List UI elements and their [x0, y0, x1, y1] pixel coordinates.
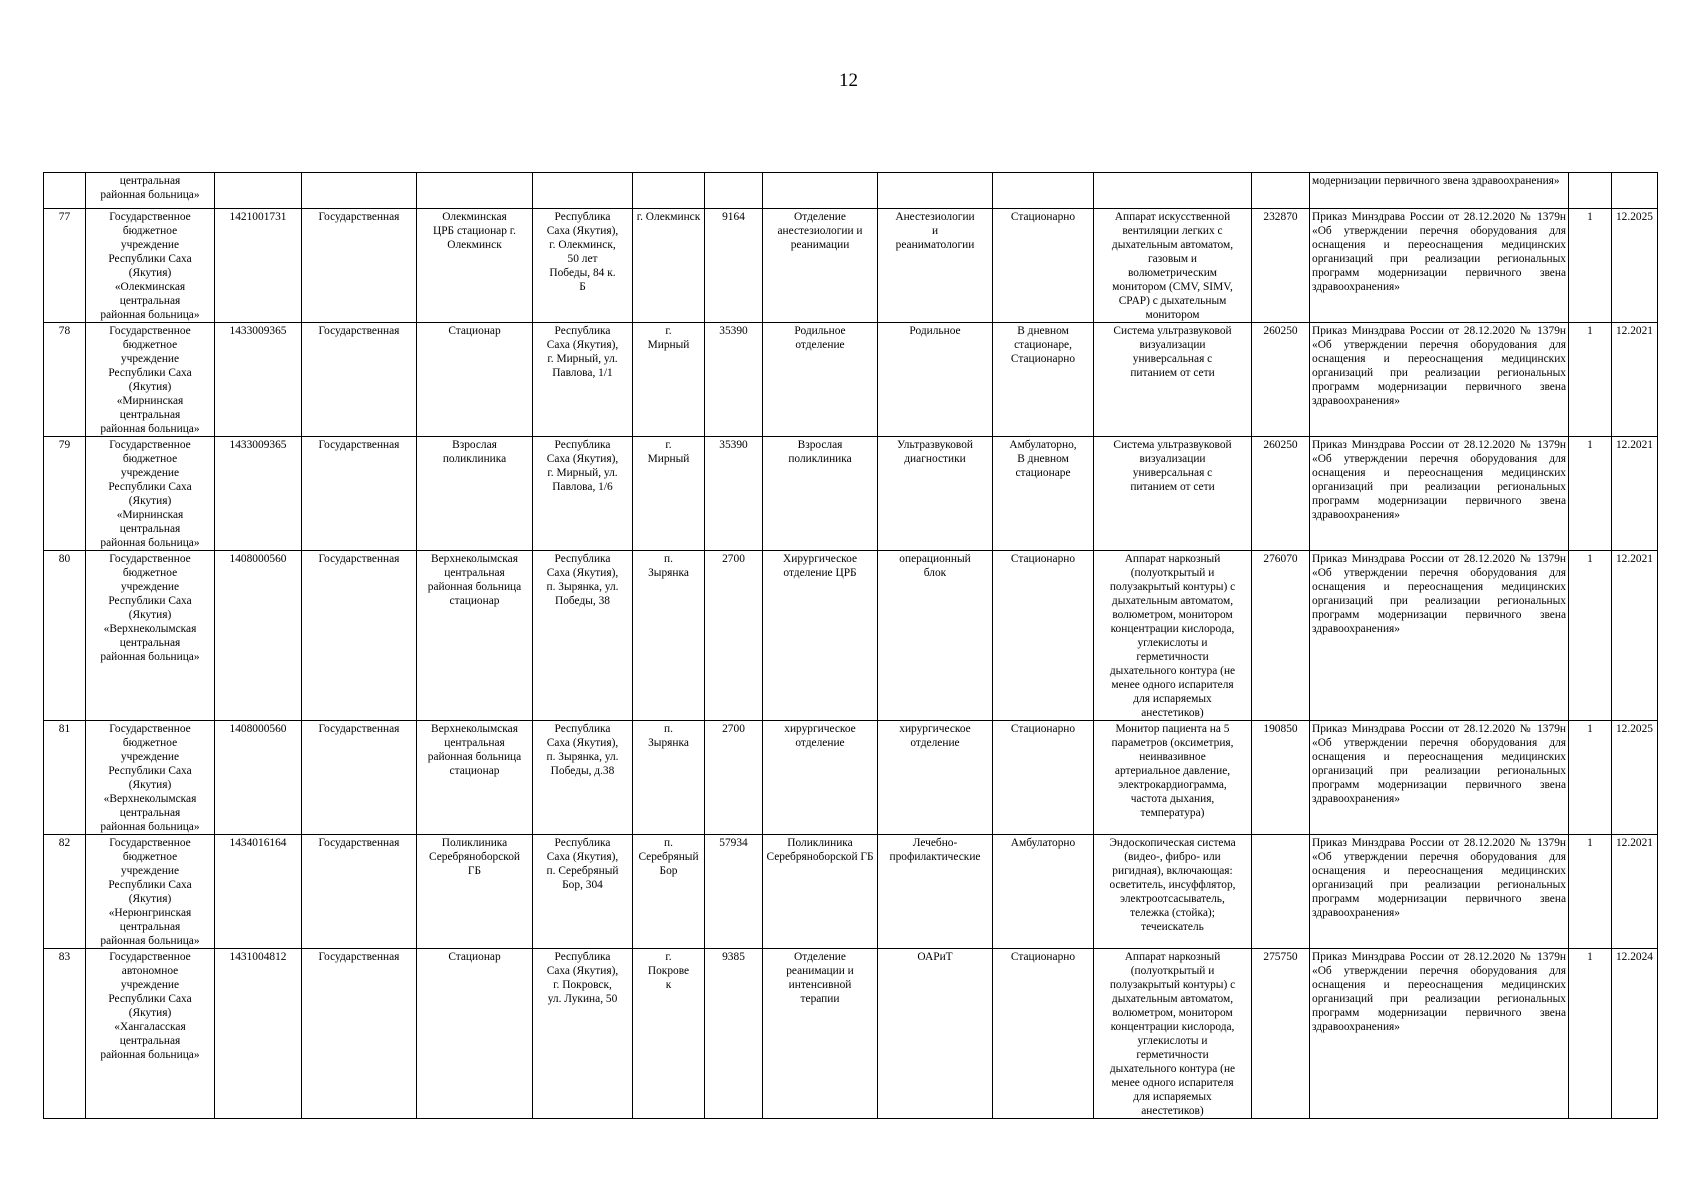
organization-name-text: Государственное бюджетное учреждение Республики Саха (Якутия) «Мирнинская центральная районная больница» [100, 325, 200, 435]
ownership-type-text: Государственная [318, 325, 400, 337]
address [533, 721, 633, 835]
structural-unit [417, 323, 533, 437]
organization-name-text: Государственное автономное учреждение Республики Саха (Якутия) «Хангаласская центральная районная больница» [100, 951, 200, 1061]
department [763, 551, 878, 721]
quantity-text: 1 [1587, 439, 1593, 451]
address [533, 209, 633, 323]
profile [878, 721, 993, 835]
regulatory-order-text: Приказ Минздрава России от 28.12.2020 № 1379н «Об утверждении перечня оборудования для оснащения и переоснащения медицинских организаций при реализации региональных программ модернизации первичного звена здравоохранения» [1312, 439, 1566, 521]
equipment-name [1094, 209, 1252, 323]
quantity-text: 1 [1587, 211, 1593, 223]
organization-name-text: Государственное бюджетное учреждение Республики Саха (Якутия) «Олекминская центральная районная больница» [100, 211, 200, 321]
ownership-type-text: Государственная [318, 723, 400, 735]
locality-text: г. Покрове к [647, 951, 690, 991]
profile-text: Лечебно- профилактические [889, 837, 981, 863]
delivery-date [1612, 949, 1658, 1119]
department [763, 835, 878, 949]
department-text: Отделение анестезиологии и реанимации [777, 211, 863, 251]
quantity [1569, 173, 1612, 209]
row-number [44, 721, 86, 835]
table-row [44, 551, 1658, 721]
equipment-name-text: Система ультразвуковой визуализации универсальная с питанием от сети [1113, 439, 1232, 493]
equipment-name [1094, 949, 1252, 1119]
department-text: Отделение реанимации и интенсивной терапии [786, 951, 854, 1005]
inn-code [215, 209, 302, 323]
care-form-text: Амбулаторно, В дневном стационаре [1009, 439, 1077, 479]
table-row [44, 949, 1658, 1119]
population [705, 721, 763, 835]
regulatory-order-text: Приказ Минздрава России от 28.12.2020 № 1379н «Об утверждении перечня оборудования для оснащения и переоснащения медицинских организаций при реализации региональных программ модернизации первичного звена здравоохранения» [1312, 211, 1566, 293]
structural-unit [417, 173, 533, 209]
equipment-code [1252, 551, 1310, 721]
care-form [993, 173, 1094, 209]
ownership-type-text: Государственная [318, 211, 400, 223]
organization-name-text: Государственное бюджетное учреждение Республики Саха (Якутия) «Нерюнгринская центральная районная больница» [100, 837, 200, 947]
quantity [1569, 551, 1612, 721]
equipment-code-text: 232870 [1263, 211, 1298, 223]
population-text: 9164 [722, 211, 745, 223]
population [705, 437, 763, 551]
delivery-date-text: 12.2025 [1615, 723, 1654, 735]
table-row [44, 209, 1658, 323]
organization-name [86, 835, 215, 949]
department [763, 721, 878, 835]
organization-name-text: центральная районная больница» [100, 175, 200, 201]
ownership-type-text: Государственная [318, 553, 400, 565]
locality [633, 209, 705, 323]
delivery-date-text: 12.2021 [1615, 325, 1654, 337]
structural-unit [417, 949, 533, 1119]
equipment-code [1252, 949, 1310, 1119]
regulatory-order [1310, 437, 1569, 551]
care-form [993, 949, 1094, 1119]
inn-code [215, 949, 302, 1119]
regulatory-order [1310, 323, 1569, 437]
inn-code [215, 835, 302, 949]
locality-text: п. Зырянка [648, 723, 689, 749]
row-number-text: 82 [58, 837, 71, 849]
regulatory-order-text: Приказ Минздрава России от 28.12.2020 № 1379н «Об утверждении перечня оборудования для оснащения и переоснащения медицинских организаций при реализации региональных программ модернизации первичного звена здравоохранения» [1312, 553, 1566, 635]
quantity [1569, 437, 1612, 551]
care-form-text: В дневном стационаре, Стационарно [1010, 325, 1076, 365]
delivery-date [1612, 551, 1658, 721]
profile-text: Анестезиологии и реаниматологии [895, 211, 975, 251]
population-text: 35390 [719, 325, 748, 337]
address [533, 323, 633, 437]
care-form-text: Стационарно [1010, 951, 1076, 963]
row-number [44, 551, 86, 721]
address [533, 437, 633, 551]
care-form [993, 835, 1094, 949]
page-number: 12 [839, 70, 858, 91]
structural-unit-text: Поликлиника Серебряноборской ГБ [428, 837, 521, 877]
equipment-name [1094, 323, 1252, 437]
organization-name [86, 173, 215, 209]
row-number-text: 79 [58, 439, 71, 451]
ownership-type [302, 323, 417, 437]
equipment-code [1252, 209, 1310, 323]
locality [633, 835, 705, 949]
regulatory-order-text: Приказ Минздрава России от 28.12.2020 № 1379н «Об утверждении перечня оборудования для оснащения и переоснащения медицинских организаций при реализации региональных программ модернизации первичного звена здравоохранения» [1312, 951, 1566, 1033]
delivery-date-text: 12.2025 [1615, 211, 1654, 223]
equipment-name-text: Аппарат искусственной вентиляции легких с дыхательным автоматом, газовым и волюметрическим монитором (CMV, SIMV, CPAP) с дыхательным монитором [1111, 211, 1234, 321]
delivery-date [1612, 173, 1658, 209]
structural-unit-text: Верхнеколымская центральная районная больница стационар [427, 553, 522, 607]
structural-unit-text: Взрослая поликлиника [442, 439, 507, 465]
row-number [44, 949, 86, 1119]
inn-code-text: 1433009365 [229, 439, 287, 451]
regulatory-order [1310, 209, 1569, 323]
locality-text: п. Серебряный Бор [638, 837, 699, 877]
care-form-text: Стационарно [1010, 723, 1076, 735]
address [533, 551, 633, 721]
population [705, 835, 763, 949]
regulatory-order-text: модернизации первичного звена здравоохранения» [1312, 175, 1560, 187]
department [763, 209, 878, 323]
regulatory-order-text: Приказ Минздрава России от 28.12.2020 № 1379н «Об утверждении перечня оборудования для оснащения и переоснащения медицинских организаций при реализации региональных программ модернизации первичного звена здравоохранения» [1312, 723, 1566, 805]
address-text: Республика Саха (Якутия), г. Мирный, ул. Павлова, 1/6 [546, 439, 619, 493]
inn-code [215, 437, 302, 551]
delivery-date [1612, 721, 1658, 835]
delivery-date-text: 12.2021 [1615, 837, 1654, 849]
regulatory-order [1310, 949, 1569, 1119]
care-form [993, 209, 1094, 323]
population [705, 551, 763, 721]
equipment-code [1252, 721, 1310, 835]
row-number-text: 78 [58, 325, 71, 337]
ownership-type [302, 949, 417, 1119]
ownership-type [302, 437, 417, 551]
row-number-text: 81 [58, 723, 71, 735]
population [705, 323, 763, 437]
profile [878, 323, 993, 437]
organization-name-text: Государственное бюджетное учреждение Республики Саха (Якутия) «Верхнеколымская центральная районная больница» [100, 553, 200, 663]
equipment-code [1252, 173, 1310, 209]
row-number [44, 437, 86, 551]
table-row [44, 721, 1658, 835]
population [705, 173, 763, 209]
quantity-text: 1 [1587, 951, 1593, 963]
organization-name [86, 209, 215, 323]
row-number [44, 835, 86, 949]
department-text: Поликлиника Серебряноборской ГБ [766, 837, 874, 863]
profile [878, 173, 993, 209]
delivery-date [1612, 835, 1658, 949]
structural-unit-text: Олекминская ЦРБ стационар г. Олекминск [433, 211, 516, 251]
locality [633, 173, 705, 209]
population-text: 2700 [722, 553, 745, 565]
equipment-name [1094, 437, 1252, 551]
quantity [1569, 835, 1612, 949]
ownership-type-text: Государственная [318, 439, 400, 451]
table-row [44, 323, 1658, 437]
locality-text: г. Мирный [647, 439, 690, 465]
population-text: 57934 [719, 837, 748, 849]
delivery-date-text: 12.2021 [1615, 439, 1654, 451]
quantity-text: 1 [1587, 553, 1593, 565]
inn-code-text: 1421001731 [229, 211, 287, 223]
structural-unit-text: Верхнеколымская центральная районная больница стационар [427, 723, 522, 777]
row-number-text: 77 [58, 211, 71, 223]
quantity-text: 1 [1587, 723, 1593, 735]
table-row [44, 835, 1658, 949]
care-form-text: Амбулаторно [1010, 837, 1076, 849]
locality-text: п. Зырянка [648, 553, 689, 579]
locality-text: г. Мирный [647, 325, 690, 351]
inn-code [215, 323, 302, 437]
row-number [44, 173, 86, 209]
ownership-type-text: Государственная [318, 951, 400, 963]
inn-code-text: 1433009365 [229, 325, 287, 337]
inn-code-text: 1431004812 [229, 951, 287, 963]
regulatory-order [1310, 835, 1569, 949]
equipment-name-text: Эндоскопическая система (видео-, фибро- или ригидная), включающая: осветитель, инсуффлятор, электроотсасыватель, тележка (стойка); течеискатель [1109, 837, 1236, 933]
profile [878, 949, 993, 1119]
population-text: 35390 [719, 439, 748, 451]
locality [633, 949, 705, 1119]
profile [878, 209, 993, 323]
regulatory-order [1310, 721, 1569, 835]
quantity [1569, 323, 1612, 437]
ownership-type [302, 835, 417, 949]
row-number [44, 209, 86, 323]
inn-code [215, 173, 302, 209]
care-form [993, 551, 1094, 721]
equipment-name-text: Аппарат наркозный (полуоткрытый и полузакрытый контуры) с дыхательным автоматом, волюметром, монитором концентрации кислорода, углекислоты и герметичности дыхательного контура (не менее одного испарителя для испаряемых анестетиков) [1109, 553, 1236, 719]
profile [878, 437, 993, 551]
locality-text: г. Олекминск [636, 211, 701, 223]
quantity [1569, 721, 1612, 835]
regulatory-order [1310, 551, 1569, 721]
department [763, 437, 878, 551]
care-form-text: Стационарно [1010, 553, 1076, 565]
department-text: Хирургическое отделение ЦРБ [783, 553, 857, 579]
equipment-code [1252, 437, 1310, 551]
delivery-date-text: 12.2024 [1615, 951, 1654, 963]
equipment-code-text: 190850 [1263, 723, 1298, 735]
equipment-name [1094, 721, 1252, 835]
equipment-name-text: Аппарат наркозный (полуоткрытый и полузакрытый контуры) с дыхательным автоматом, волюметром, монитором концентрации кислорода, углекислоты и герметичности дыхательного контура (не менее одного испарителя для испаряемых анестетиков) [1109, 951, 1236, 1117]
address-text: Республика Саха (Якутия), г. Мирный, ул. Павлова, 1/1 [546, 325, 619, 379]
locality [633, 437, 705, 551]
equipment-code-text: 260250 [1263, 325, 1298, 337]
regulatory-order-text: Приказ Минздрава России от 28.12.2020 № 1379н «Об утверждении перечня оборудования для оснащения и переоснащения медицинских организаций при реализации региональных программ модернизации первичного звена здравоохранения» [1312, 325, 1566, 407]
organization-name [86, 323, 215, 437]
delivery-date-text: 12.2021 [1615, 553, 1654, 565]
population [705, 209, 763, 323]
organization-name [86, 721, 215, 835]
structural-unit-text: Стационар [448, 325, 501, 337]
regulatory-order-text: Приказ Минздрава России от 28.12.2020 № 1379н «Об утверждении перечня оборудования для оснащения и переоснащения медицинских организаций при реализации региональных программ модернизации первичного звена здравоохранения» [1312, 837, 1566, 919]
locality [633, 551, 705, 721]
structural-unit [417, 835, 533, 949]
profile-text: операционный блок [899, 553, 971, 579]
care-form [993, 437, 1094, 551]
equipment-code [1252, 323, 1310, 437]
address-text: Республика Саха (Якутия), п. Зырянка, ул. Победы, д.38 [546, 723, 619, 777]
quantity-text: 1 [1587, 325, 1593, 337]
quantity-text: 1 [1587, 837, 1593, 849]
care-form-text: Стационарно [1010, 211, 1076, 223]
address [533, 949, 633, 1119]
delivery-date [1612, 437, 1658, 551]
address-text: Республика Саха (Якутия), п. Серебряный Бор, 304 [546, 837, 619, 891]
ownership-type [302, 551, 417, 721]
department-text: Родильное отделение [794, 325, 846, 351]
organization-name [86, 551, 215, 721]
inn-code-text: 1408000560 [229, 553, 287, 565]
table-row [44, 173, 1658, 209]
address-text: Республика Саха (Якутия), п. Зырянка, ул. Победы, 38 [546, 553, 619, 607]
equipment-code-text: 260250 [1263, 439, 1298, 451]
inn-code-text: 1434016164 [229, 837, 287, 849]
address-text: Республика Саха (Якутия), г. Олекминск, 50 лет Победы, 84 к. Б [546, 211, 619, 293]
profile [878, 835, 993, 949]
care-form [993, 721, 1094, 835]
department [763, 173, 878, 209]
department [763, 949, 878, 1119]
table-row [44, 437, 1658, 551]
quantity [1569, 949, 1612, 1119]
organization-name [86, 949, 215, 1119]
row-number-text: 80 [58, 553, 71, 565]
structural-unit [417, 437, 533, 551]
equipment-name [1094, 835, 1252, 949]
equipment-name-text: Система ультразвуковой визуализации универсальная с питанием от сети [1113, 325, 1232, 379]
ownership-type [302, 721, 417, 835]
structural-unit [417, 209, 533, 323]
population-text: 9385 [722, 951, 745, 963]
profile-text: хирургическое отделение [899, 723, 971, 749]
profile [878, 551, 993, 721]
delivery-date [1612, 323, 1658, 437]
population-text: 2700 [722, 723, 745, 735]
address [533, 173, 633, 209]
address [533, 835, 633, 949]
ownership-type-text: Государственная [318, 837, 400, 849]
equipment-name-text: Монитор пациента на 5 параметров (оксиметрия, неинвазивное артериальное давление, электрокардиограмма, частота дыхания, температура) [1111, 723, 1234, 819]
profile-text: Ультразвуковой диагностики [896, 439, 974, 465]
care-form [993, 323, 1094, 437]
delivery-date [1612, 209, 1658, 323]
profile-text: Родильное [909, 325, 961, 337]
equipment-table [43, 172, 1658, 1119]
inn-code [215, 721, 302, 835]
inn-code [215, 551, 302, 721]
locality [633, 721, 705, 835]
equipment-code [1252, 835, 1310, 949]
regulatory-order [1310, 173, 1569, 209]
department-text: хирургическое отделение [784, 723, 856, 749]
organization-name-text: Государственное бюджетное учреждение Республики Саха (Якутия) «Мирнинская центральная районная больница» [100, 439, 200, 549]
department-text: Взрослая поликлиника [788, 439, 852, 465]
equipment-name [1094, 551, 1252, 721]
structural-unit-text: Стационар [448, 951, 501, 963]
department [763, 323, 878, 437]
ownership-type [302, 173, 417, 209]
profile-text: ОАРиТ [917, 951, 953, 963]
equipment-name [1094, 173, 1252, 209]
population [705, 949, 763, 1119]
address-text: Республика Саха (Якутия), г. Покровск, ул. Лукина, 50 [546, 951, 619, 1005]
organization-name [86, 437, 215, 551]
equipment-code-text: 276070 [1263, 553, 1298, 565]
locality [633, 323, 705, 437]
organization-name-text: Государственное бюджетное учреждение Республики Саха (Якутия) «Верхнеколымская центральная районная больница» [100, 723, 200, 833]
ownership-type [302, 209, 417, 323]
structural-unit [417, 721, 533, 835]
quantity [1569, 209, 1612, 323]
structural-unit [417, 551, 533, 721]
equipment-code-text: 275750 [1263, 951, 1298, 963]
inn-code-text: 1408000560 [229, 723, 287, 735]
row-number [44, 323, 86, 437]
row-number-text: 83 [58, 951, 71, 963]
